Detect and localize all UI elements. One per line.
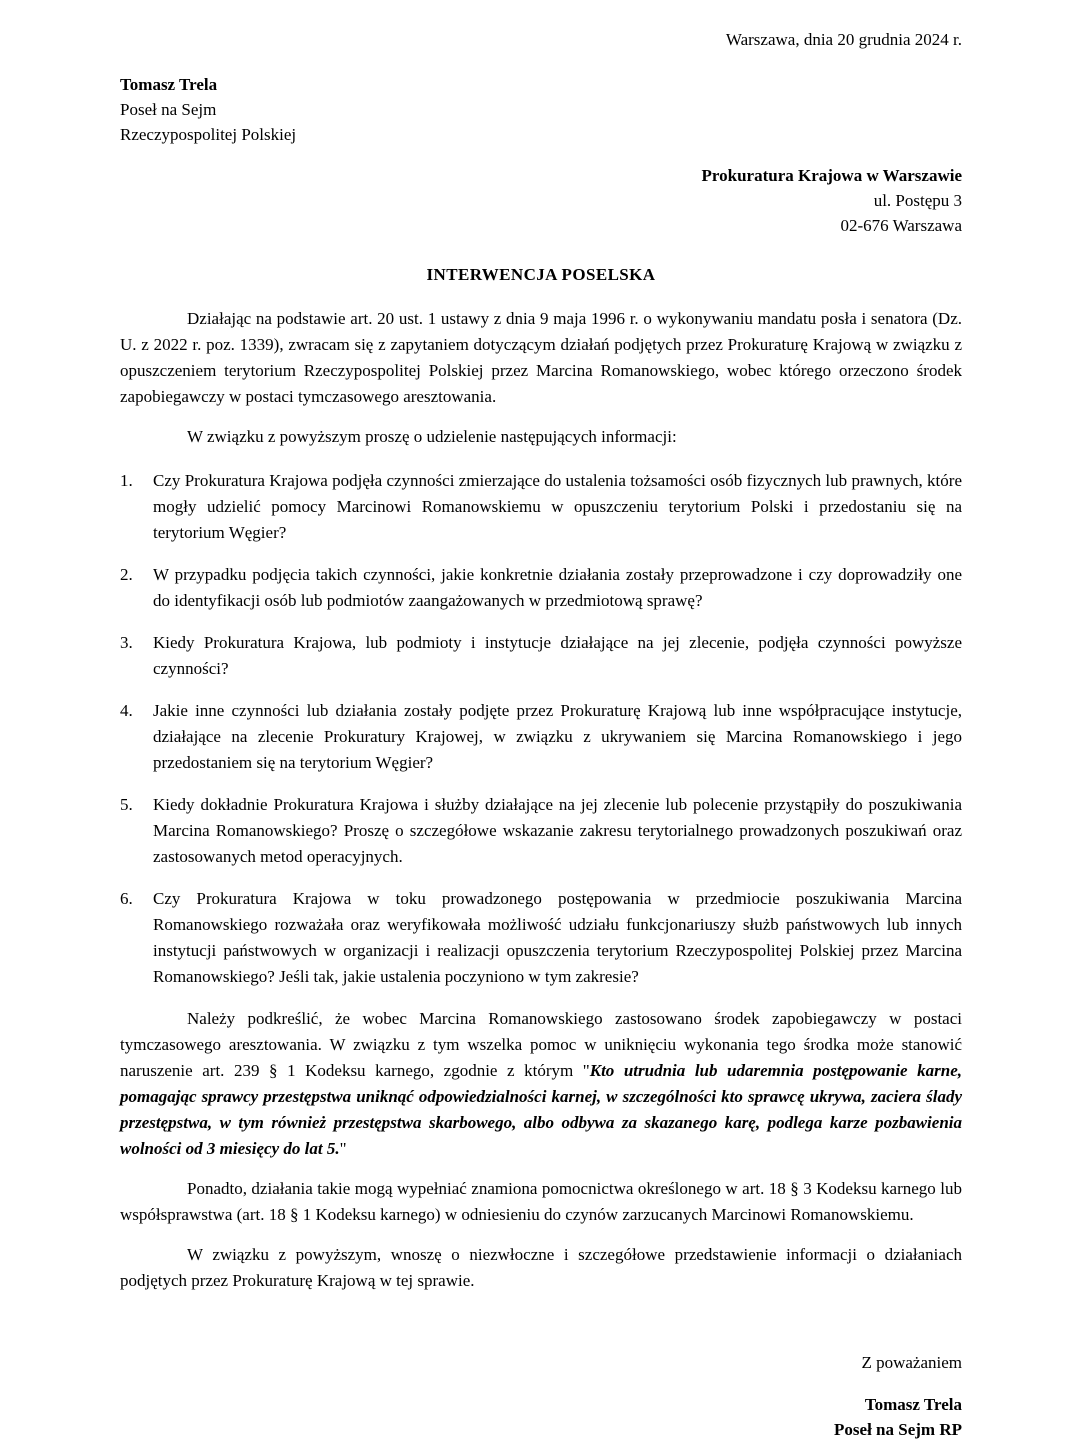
question-text: Kiedy dokładnie Prokuratura Krajowa i służby działające na jej zlecenie lub polecenie przystąpiły do poszukiwania Marcina Romanowskiego? Proszę o szczegółowe wskazanie zakresu terytorialnego prowadzonych poszukiwań oraz zastosowanych metod operacyjnych. bbox=[153, 795, 962, 866]
question-number: 5. bbox=[120, 795, 133, 814]
question-text: W przypadku podjęcia takich czynności, jakie konkretnie działania zostały przeprowadzone i czy doprowadziły one do identyfikacji osób lub podmiotów zaangażowanych w przedmiotową sprawę? bbox=[153, 565, 962, 610]
question-number: 3. bbox=[120, 633, 133, 652]
sender-role: Poseł na Sejm bbox=[120, 100, 217, 119]
question-item bbox=[120, 886, 962, 990]
question-text: Kiedy Prokuratura Krajowa, lub podmioty i instytucje działające na jej zlecenie, podjęła czynności powyższe czynności? bbox=[153, 633, 962, 678]
signature-name: Tomasz Trela bbox=[864, 1395, 962, 1414]
legal-paragraph bbox=[120, 1006, 962, 1162]
question-number: 2. bbox=[120, 565, 133, 584]
question-item bbox=[120, 630, 962, 682]
legal-suffix: " bbox=[339, 1139, 347, 1158]
intro-paragraph: Działając na podstawie art. 20 ust. 1 ustawy z dnia 9 maja 1996 r. o wykonywaniu mandatu posła i senatora (Dz. U. z 2022 r. poz. 1339), zwracam się z zapytaniem dotyczącym działań podjętych przez Prokuraturę Krajową w związku z opuszczeniem terytorium Rzeczypospolitej Polskiej przez Marcina Romanowskiego, wobec którego orzeczono środek zapobiegawczy w postaci tymczasowego aresztowania. bbox=[120, 309, 962, 406]
recipient-name: Prokuratura Krajowa w Warszawie bbox=[701, 166, 962, 185]
recipient-block bbox=[120, 163, 962, 238]
questions-list bbox=[120, 468, 962, 990]
sender-org: Rzeczypospolitej Polskiej bbox=[120, 125, 297, 144]
signature-title: Poseł na Sejm RP bbox=[834, 1420, 962, 1439]
question-item bbox=[120, 792, 962, 870]
date-line: Warszawa, dnia 20 grudnia 2024 r. bbox=[725, 30, 962, 49]
question-text: Czy Prokuratura Krajowa w toku prowadzonego postępowania w przedmiocie poszukiwania Marcina Romanowskiego rozważała oraz weryfikowała możliwość udziału funkcjonariuszy służb państwowych lub innych instytucji państwowych w organizacji i realizacji opuszczenia terytorium Rzeczypospolitej Polskiej przez Marcina Romanowskiego? Jeśli tak, jakie ustalenia poczyniono w tym zakresie? bbox=[153, 889, 962, 986]
document-title: INTERWENCJA POSELSKA bbox=[426, 265, 656, 284]
recipient-city: 02-676 Warszawa bbox=[840, 216, 962, 235]
question-text: Jakie inne czynności lub działania zostały podjęte przez Prokuraturę Krajową lub inne współpracujące instytucje, działające na zlecenie Prokuratury Krajowej, w związku z ukrywaniem się Marcina Romanowskiego i jego przedostaniem się na terytorium Węgier? bbox=[153, 701, 962, 772]
closing-paragraph: W związku z powyższym, wnoszę o niezwłoczne i szczegółowe przedstawienie informacji o działaniach podjętych przez Prokuraturę Krajową w tej sprawie. bbox=[120, 1245, 962, 1290]
question-number: 6. bbox=[120, 889, 133, 908]
signoff: Z poważaniem bbox=[861, 1353, 962, 1372]
question-item bbox=[120, 698, 962, 776]
aiding-paragraph: Ponadto, działania takie mogą wypełniać znamiona pomocnictwa określonego w art. 18 § 3 Kodeksu karnego lub współsprawstwa (art. 18 § 1 Kodeksu karnego) w odniesieniu do czynów zarzucanych Marcinowi Romanowskiemu. bbox=[120, 1179, 962, 1224]
request-line: W związku z powyższym proszę o udzielenie następujących informacji: bbox=[187, 427, 677, 446]
question-number: 4. bbox=[120, 701, 133, 720]
question-item bbox=[120, 562, 962, 614]
sender-name: Tomasz Trela bbox=[120, 75, 218, 94]
legal-prefix: Należy podkreślić, że wobec Marcina Romanowskiego zastosowano środek zapobiegawczy w postaci tymczasowego aresztowania. W związku z tym wszelka pomoc w uniknięciu wykonania tego środka może stanowić naruszenie art. 239 § 1 Kodeksu karnego, zgodnie z którym " bbox=[120, 1009, 962, 1080]
question-text: Czy Prokuratura Krajowa podjęła czynności zmierzające do ustalenia tożsamości osób fizycznych lub prawnych, które mogły udzielić pomocy Marcinowi Romanowskiemu w opuszczeniu terytorium Polski i przedostaniu się na terytorium Węgier? bbox=[153, 471, 962, 542]
sender-block bbox=[120, 72, 962, 147]
legal-quote: Kto utrudnia lub udaremnia postępowanie karne, pomagając sprawcy przestępstwa uniknąć odpowiedzialności karnej, w szczególności kto sprawcę ukrywa, zaciera ślady przestępstwa, w tym również przestępstwa skarbowego, albo odbywa za skazanego karę, podlega karze pozbawienia wolności od 3 miesięcy do lat 5. bbox=[120, 1061, 962, 1158]
signature-block bbox=[120, 1392, 962, 1442]
recipient-street: ul. Postępu 3 bbox=[873, 191, 962, 210]
question-number: 1. bbox=[120, 471, 133, 490]
question-item bbox=[120, 468, 962, 546]
